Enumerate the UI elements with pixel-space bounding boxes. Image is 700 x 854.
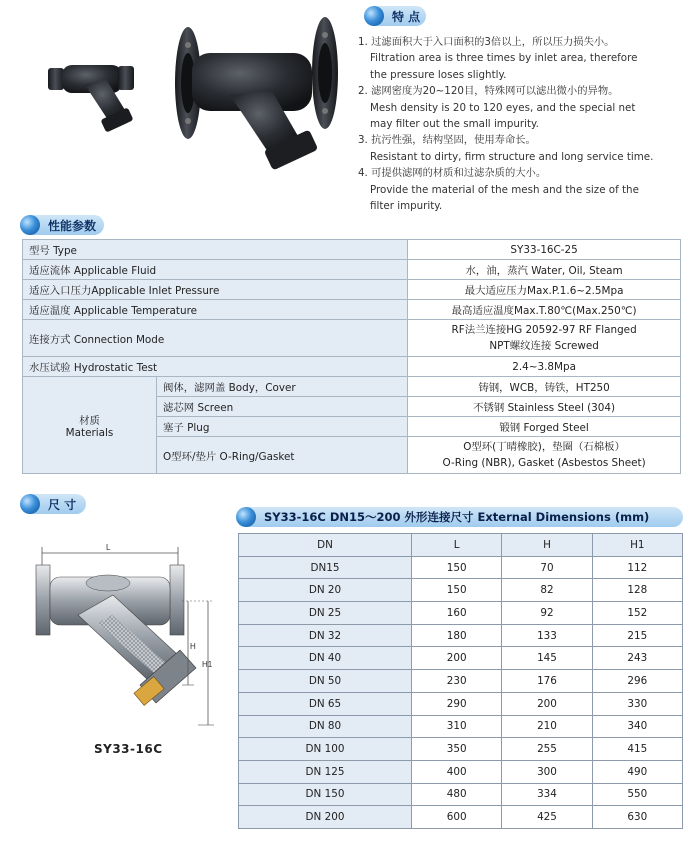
features-list bbox=[358, 34, 688, 214]
feature-item bbox=[358, 34, 688, 83]
features-header bbox=[366, 6, 426, 26]
drawing-caption: SY33-16C bbox=[94, 742, 163, 756]
size-title: 尺 寸 bbox=[48, 497, 77, 512]
oring-value-line: O型环(丁晴橡胶)，垫圈（石棉板） bbox=[463, 441, 625, 453]
table-row bbox=[239, 692, 683, 715]
threaded-strainer-photo bbox=[48, 65, 134, 133]
materials-label-zh: 材质 bbox=[79, 414, 100, 427]
materials-label-en: Materials bbox=[65, 426, 114, 439]
table-cell: 290 bbox=[412, 692, 502, 715]
dimensions-header bbox=[238, 507, 683, 527]
dn-cell: DN 65 bbox=[239, 692, 412, 715]
pressure-label: 适应入口压力Applicable Inlet Pressure bbox=[23, 280, 408, 300]
table-cell: 243 bbox=[592, 647, 682, 670]
table-cell: 310 bbox=[412, 715, 502, 738]
dn-cell: DN 40 bbox=[239, 647, 412, 670]
feature-en: Resistant to dirty, firm structure and long service time. bbox=[370, 150, 654, 163]
table-row bbox=[23, 320, 681, 357]
dn-cell: DN 200 bbox=[239, 806, 412, 829]
label-L: L bbox=[106, 543, 111, 552]
hydrostatic-label: 水压试验 Hydrostatic Test bbox=[23, 357, 408, 377]
table-row bbox=[239, 783, 683, 806]
feature-item bbox=[358, 165, 688, 214]
label-H: H bbox=[190, 642, 196, 651]
table-cell: 152 bbox=[592, 602, 682, 625]
performance-table bbox=[22, 239, 681, 474]
table-cell: 150 bbox=[412, 556, 502, 579]
feature-item bbox=[358, 132, 688, 165]
table-cell: 215 bbox=[592, 624, 682, 647]
column-header: DN bbox=[239, 534, 412, 557]
bullet-icon bbox=[236, 507, 256, 527]
pressure-value: 最大适应压力Max.P.1.6~2.5Mpa bbox=[408, 280, 681, 300]
performance-title: 性能参数 bbox=[48, 218, 97, 233]
table-row bbox=[239, 624, 683, 647]
temperature-label: 适应温度 Applicable Temperature bbox=[23, 300, 408, 320]
connection-value bbox=[408, 320, 681, 357]
table-cell: 82 bbox=[502, 579, 592, 602]
feature-zh: 3. 抗污性强，结构坚固，使用寿命长。 bbox=[358, 134, 536, 147]
bullet-icon bbox=[20, 215, 40, 235]
flanged-strainer-photo bbox=[175, 17, 338, 171]
feature-zh: 1. 过滤面积大于入口面积的3倍以上，所以压力损失小。 bbox=[358, 36, 615, 48]
table-cell: 70 bbox=[502, 556, 592, 579]
table-cell: 300 bbox=[502, 760, 592, 783]
product-photos bbox=[40, 15, 345, 175]
feature-en: filter impurity. bbox=[370, 200, 443, 213]
table-cell: 480 bbox=[412, 783, 502, 806]
table-row bbox=[239, 670, 683, 693]
table-cell: 490 bbox=[592, 760, 682, 783]
oring-value bbox=[408, 437, 681, 474]
fluid-value: 水，油，蒸汽 Water, Oil, Steam bbox=[408, 260, 681, 280]
table-cell: 210 bbox=[502, 715, 592, 738]
connection-value-line: NPT螺纹连接 Screwed bbox=[489, 340, 599, 352]
table-cell: 230 bbox=[412, 670, 502, 693]
hydrostatic-value: 2.4~3.8Mpa bbox=[408, 357, 681, 377]
table-cell: 128 bbox=[592, 579, 682, 602]
type-label: 型号 Type bbox=[23, 240, 408, 260]
table-cell: 160 bbox=[412, 602, 502, 625]
features-title: 特 点 bbox=[392, 9, 421, 24]
table-row bbox=[23, 260, 681, 280]
table-cell: 150 bbox=[412, 579, 502, 602]
table-row bbox=[239, 760, 683, 783]
oring-label: O型环/垫片 O-Ring/Gasket bbox=[157, 437, 408, 474]
label-H1: H1 bbox=[202, 660, 213, 669]
table-row bbox=[239, 715, 683, 738]
table-cell: 180 bbox=[412, 624, 502, 647]
table-row bbox=[239, 806, 683, 829]
strainer-drawing bbox=[28, 535, 228, 740]
performance-header bbox=[22, 215, 104, 235]
screen-value: 不锈钢 Stainless Steel (304) bbox=[408, 397, 681, 417]
dn-cell: DN 100 bbox=[239, 738, 412, 761]
table-row bbox=[239, 738, 683, 761]
feature-zh: 4. 可提供滤网的材质和过滤杂质的大小。 bbox=[358, 167, 547, 180]
table-cell: 630 bbox=[592, 806, 682, 829]
table-cell: 200 bbox=[502, 692, 592, 715]
table-cell: 400 bbox=[412, 760, 502, 783]
table-cell: 112 bbox=[592, 556, 682, 579]
table-cell: 200 bbox=[412, 647, 502, 670]
feature-en: Filtration area is three times by inlet area, therefore bbox=[370, 52, 638, 65]
fluid-label: 适应流体 Applicable Fluid bbox=[23, 260, 408, 280]
table-cell: 334 bbox=[502, 783, 592, 806]
connection-label: 连接方式 Connection Mode bbox=[23, 320, 408, 357]
table-row bbox=[23, 240, 681, 260]
temperature-value: 最高适应温度Max.T.80℃(Max.250℃) bbox=[408, 300, 681, 320]
table-row bbox=[239, 647, 683, 670]
body-label: 阀体，滤网盖 Body，Cover bbox=[157, 377, 408, 397]
connection-value-line: RF法兰连接HG 20592-97 RF Flanged bbox=[451, 324, 637, 336]
table-row bbox=[239, 579, 683, 602]
feature-en: may filter out the small impurity. bbox=[370, 118, 539, 131]
materials-label bbox=[23, 377, 157, 474]
table-row bbox=[239, 556, 683, 579]
oring-value-line: O-Ring (NBR), Gasket (Asbestos Sheet) bbox=[442, 457, 646, 469]
dn-cell: DN 50 bbox=[239, 670, 412, 693]
dn-cell: DN15 bbox=[239, 556, 412, 579]
feature-zh: 2. 滤网密度为20~120目，特殊网可以滤出微小的异物。 bbox=[358, 85, 619, 98]
dn-cell: DN 80 bbox=[239, 715, 412, 738]
plug-label: 塞子 Plug bbox=[157, 417, 408, 437]
body-value: 铸钢，WCB，铸铁，HT250 bbox=[408, 377, 681, 397]
table-cell: 350 bbox=[412, 738, 502, 761]
bullet-icon bbox=[364, 6, 384, 26]
table-cell: 550 bbox=[592, 783, 682, 806]
column-header: L bbox=[412, 534, 502, 557]
dn-cell: DN 125 bbox=[239, 760, 412, 783]
table-cell: 340 bbox=[592, 715, 682, 738]
dn-cell: DN 150 bbox=[239, 783, 412, 806]
size-header bbox=[22, 494, 86, 514]
table-cell: 415 bbox=[592, 738, 682, 761]
feature-item bbox=[358, 83, 688, 132]
table-cell: 330 bbox=[592, 692, 682, 715]
table-row bbox=[23, 300, 681, 320]
feature-en: Provide the material of the mesh and the size of the bbox=[370, 183, 639, 196]
table-cell: 425 bbox=[502, 806, 592, 829]
dn-cell: DN 20 bbox=[239, 579, 412, 602]
type-value: SY33-16C-25 bbox=[408, 240, 681, 260]
table-cell: 133 bbox=[502, 624, 592, 647]
table-row bbox=[239, 602, 683, 625]
dn-cell: DN 32 bbox=[239, 624, 412, 647]
feature-en: Mesh density is 20 to 120 eyes, and the special net bbox=[370, 101, 636, 114]
table-row bbox=[23, 357, 681, 377]
table-row bbox=[23, 280, 681, 300]
dn-cell: DN 25 bbox=[239, 602, 412, 625]
table-row bbox=[23, 377, 681, 397]
table-cell: 296 bbox=[592, 670, 682, 693]
table-cell: 176 bbox=[502, 670, 592, 693]
column-header: H1 bbox=[592, 534, 682, 557]
plug-value: 锻钢 Forged Steel bbox=[408, 417, 681, 437]
table-cell: 600 bbox=[412, 806, 502, 829]
bullet-icon bbox=[20, 494, 40, 514]
dimensions-title: SY33-16C DN15～200 外形连接尺寸 External Dimensions (mm) bbox=[264, 510, 650, 524]
column-header: H bbox=[502, 534, 592, 557]
screen-label: 滤芯网 Screen bbox=[157, 397, 408, 417]
table-cell: 255 bbox=[502, 738, 592, 761]
table-cell: 92 bbox=[502, 602, 592, 625]
dimensions-table bbox=[238, 533, 683, 829]
feature-en: the pressure loses slightly. bbox=[370, 68, 507, 81]
table-cell: 145 bbox=[502, 647, 592, 670]
table-header-row bbox=[239, 534, 683, 557]
